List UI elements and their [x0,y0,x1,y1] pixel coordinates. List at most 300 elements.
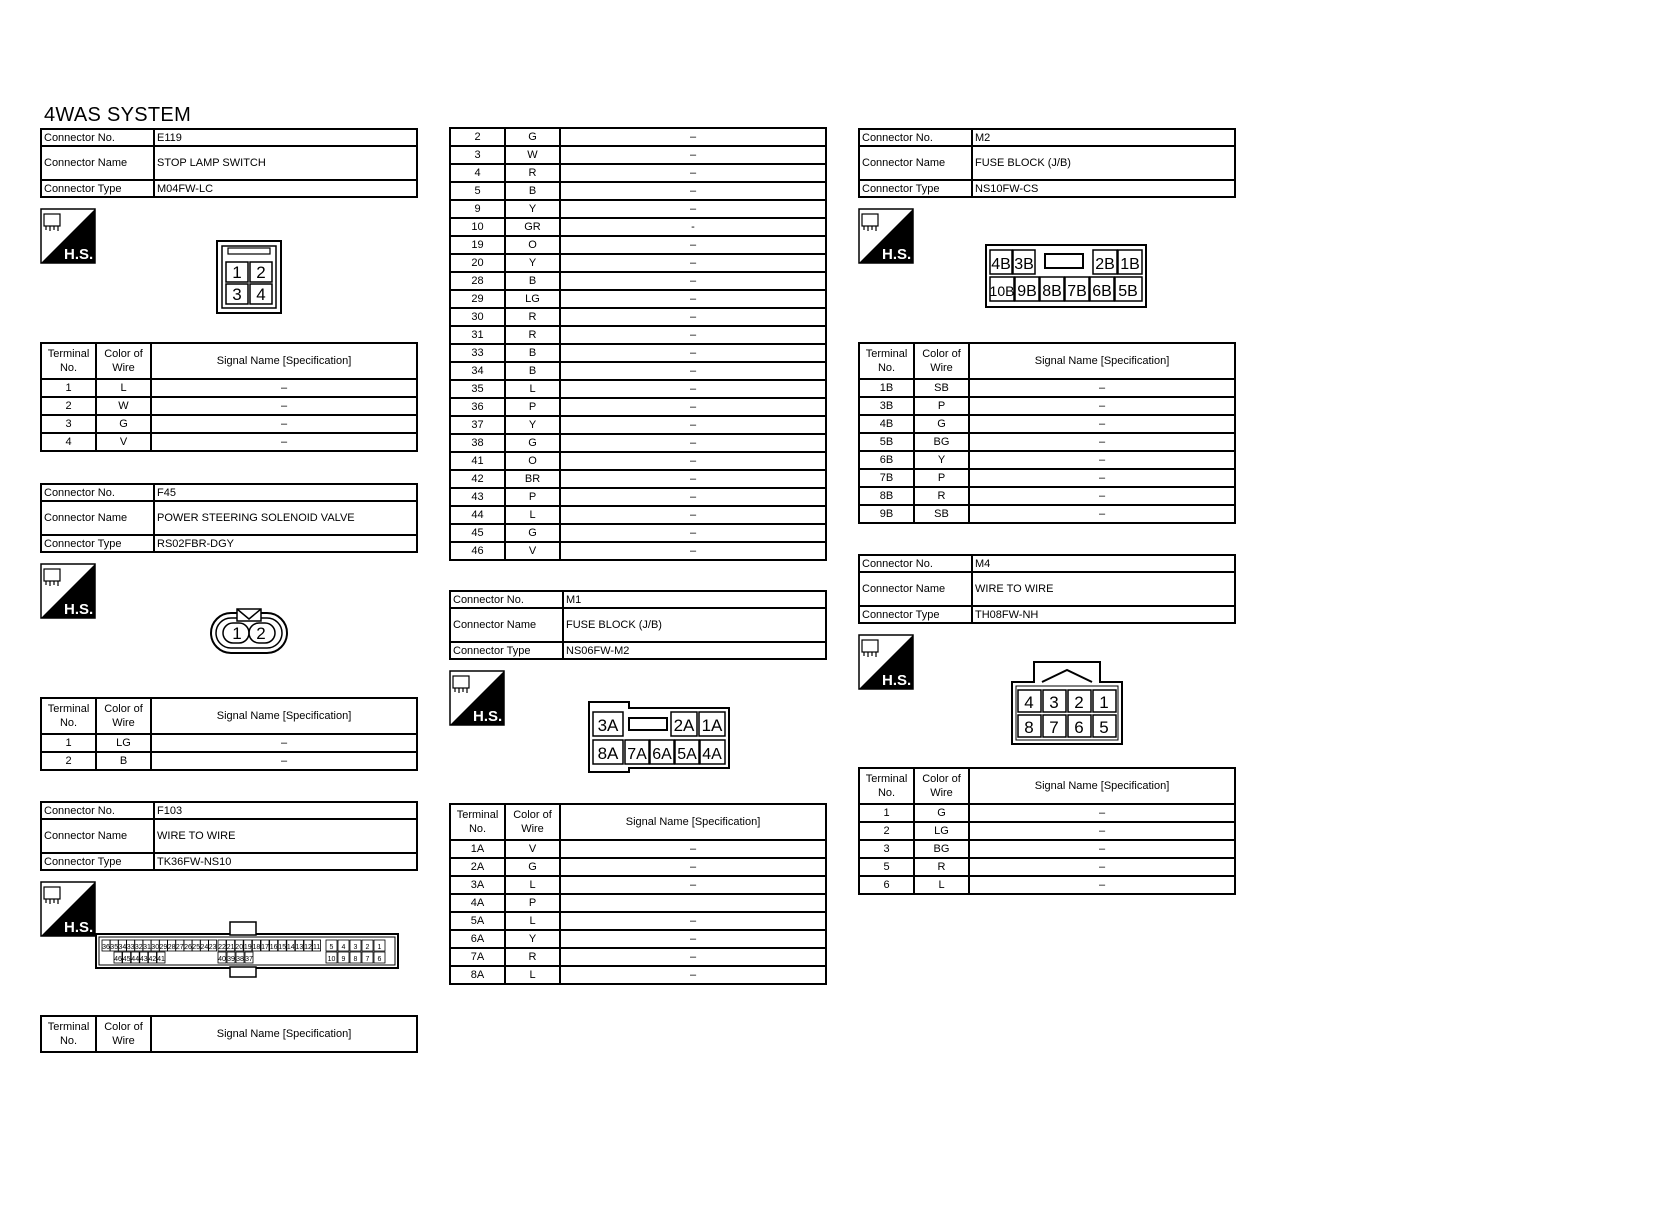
pin-1a-label: 1A [701,716,723,735]
terminal-header: Terminal No. [450,804,505,840]
harness-side-icon [40,881,96,937]
terminal-header: Terminal No. [41,343,96,379]
wire-color-cell: P [505,398,560,416]
table-row [859,505,1235,523]
connector-type-label: Connector Type [859,180,972,197]
signal-name-cell: – [969,487,1235,505]
connector-type-value: NS10FW-CS [972,180,1235,197]
color-header: Color of Wire [96,1016,151,1052]
pin-3a-label: 3A [597,716,619,735]
pin-label: 39 [227,956,235,963]
table-row [859,397,1235,415]
terminal-no-cell: 1 [41,734,96,752]
page-title: 4WAS SYSTEM [44,104,192,126]
pin-label: 8 [353,956,358,963]
signal-name-cell: – [560,470,826,488]
signal-name-cell: – [560,912,826,930]
signal-name-cell: – [969,822,1235,840]
table-row [859,840,1235,858]
pin-4-label: 4 [1024,693,1034,712]
signal-name-cell: – [560,858,826,876]
color-header: Color of Wire [96,343,151,379]
wire-color-cell: V [96,433,151,451]
table-row [450,398,826,416]
wire-color-cell: G [914,415,969,433]
connector-name-value: POWER STEERING SOLENOID VALVE [154,501,417,535]
pin-1-label: 1 [1099,693,1109,712]
pin-label: 37 [245,956,253,963]
terminal-no-cell: 2 [41,752,96,770]
terminal-no-cell: 8B [859,487,914,505]
wire-color-cell: LG [96,734,151,752]
signal-header: Signal Name [Specification] [560,804,826,840]
terminal-no-cell: 6A [450,930,505,948]
signal-header: Signal Name [Specification] [151,343,417,379]
terminal-no-cell: 4B [859,415,914,433]
color-header: Color of Wire [914,768,969,804]
table-row [859,451,1235,469]
terminal-no-cell: 9 [450,200,505,218]
connector-no-label: Connector No. [41,484,154,501]
signal-name-cell: – [560,930,826,948]
wire-color-cell: B [505,182,560,200]
table-row [450,876,826,894]
terminal-no-cell: 29 [450,290,505,308]
pin-label: 41 [157,956,165,963]
terminal-no-cell: 37 [450,416,505,434]
pin-label: 16 [269,944,278,951]
harness-side-icon [858,634,914,690]
color-header: Color of Wire [914,343,969,379]
table-row [450,470,826,488]
table-row [450,380,826,398]
wire-color-cell: Y [505,416,560,434]
signal-name-cell: – [969,469,1235,487]
connector-info-m2 [858,128,1236,198]
terminal-no-cell: 5 [450,182,505,200]
terminal-no-cell: 4A [450,894,505,912]
signal-name-cell: – [560,344,826,362]
pin-4-label: 4 [256,285,266,304]
wire-color-cell: G [505,128,560,146]
terminal-no-cell: 5A [450,912,505,930]
wire-color-cell: W [96,397,151,415]
pin-label: 43 [139,956,148,963]
signal-name-cell: – [560,542,826,560]
pin-label: 46 [114,956,122,963]
terminal-no-cell: 45 [450,524,505,542]
pin-1-label: 1 [232,624,242,643]
connector-info-m4 [858,554,1236,624]
signal-name-cell: – [560,362,826,380]
signal-name-cell: – [969,379,1235,397]
pin-label: 27 [175,944,184,951]
table-row [450,858,826,876]
connector-type-value: TH08FW-NH [972,606,1235,623]
wire-color-cell: Y [914,451,969,469]
pin-label: 9 [341,956,346,963]
hs-text: H.S. [473,708,503,725]
table-row [450,272,826,290]
connector-face-f45 [209,607,289,657]
table-row [450,344,826,362]
signal-name-cell: – [969,876,1235,894]
terminal-table-m2 [858,342,1236,524]
pin-2-label: 2 [1074,693,1084,712]
signal-name-cell: – [151,433,417,451]
color-header: Color of Wire [505,804,560,840]
terminal-no-cell: 1A [450,840,505,858]
signal-header: Signal Name [Specification] [151,1016,417,1052]
terminal-no-cell: 7B [859,469,914,487]
terminal-table-f45 [40,697,418,771]
connector-name-label: Connector Name [859,572,972,606]
signal-name-cell: – [969,840,1235,858]
table-row [450,254,826,272]
table-row [450,912,826,930]
wire-color-cell: V [505,840,560,858]
pin-label: 38 [236,956,244,963]
connector-name-label: Connector Name [859,146,972,180]
table-row [859,822,1235,840]
wire-color-cell: BR [505,470,560,488]
pin-10b-label: 10B [989,283,1015,299]
table-row [41,433,417,451]
wire-color-cell: B [505,344,560,362]
signal-name-cell: – [151,397,417,415]
wire-color-cell: G [505,858,560,876]
wire-color-cell: R [914,858,969,876]
signal-name-cell: – [560,254,826,272]
terminal-header: Terminal No. [41,1016,96,1052]
pin-label: 4 [341,944,346,951]
pin-label: 13 [295,944,304,951]
terminal-no-cell: 1 [41,379,96,397]
terminal-table-m4 [858,767,1236,895]
table-row [859,433,1235,451]
connector-face-m4 [1010,660,1124,746]
terminal-table-f103 [40,1015,418,1053]
signal-name-cell: – [560,966,826,984]
hs-text: H.S. [64,919,94,936]
wire-color-cell: LG [505,290,560,308]
signal-name-cell: – [560,236,826,254]
table-row [859,876,1235,894]
terminal-header: Terminal No. [859,343,914,379]
pin-label: 20 [235,944,244,951]
connector-info-f103 [40,801,418,871]
terminal-no-cell: 28 [450,272,505,290]
pin-label: 32 [134,944,143,951]
signal-name-cell: – [969,505,1235,523]
wire-color-cell: Y [505,254,560,272]
wire-color-cell: L [96,379,151,397]
terminal-rows [41,379,417,451]
terminal-no-cell: 6 [859,876,914,894]
connector-info-m1 [449,590,827,660]
hs-text: H.S. [882,672,912,689]
connector-info-f45 [40,483,418,553]
connector-info-e119 [40,128,418,198]
pin-label: 12 [304,944,312,951]
connector-name-label: Connector Name [41,501,154,535]
hs-text: H.S. [64,601,94,618]
terminal-no-cell: 41 [450,452,505,470]
terminal-no-cell: 42 [450,470,505,488]
pin-2-label: 2 [256,263,266,282]
wire-color-cell: Y [505,930,560,948]
pin-label: 19 [243,944,252,951]
connector-type-label: Connector Type [450,642,563,659]
terminal-no-cell: 5 [859,858,914,876]
connector-no-value: E119 [154,129,417,146]
signal-name-cell: – [560,164,826,182]
terminal-no-cell: 3A [450,876,505,894]
pin-label: 15 [278,944,287,951]
connector-face-m1 [587,700,731,774]
signal-name-cell: – [560,876,826,894]
wire-color-cell: Y [505,200,560,218]
pin-label: 25 [192,944,201,951]
table-row [450,416,826,434]
wire-color-cell: P [505,488,560,506]
table-row [450,128,826,146]
terminal-header: Terminal No. [859,768,914,804]
connector-name-value: FUSE BLOCK (J/B) [563,608,826,642]
pin-label: 36 [102,944,110,951]
signal-name-cell: – [560,398,826,416]
pin-label: 5 [329,944,334,951]
wire-color-cell: BG [914,840,969,858]
table-row [41,397,417,415]
connector-no-label: Connector No. [41,129,154,146]
pin-1-label: 1 [232,263,242,282]
signal-header: Signal Name [Specification] [151,698,417,734]
wire-color-cell: B [505,272,560,290]
table-row [450,948,826,966]
signal-name-cell: – [560,290,826,308]
signal-name-cell [560,894,826,912]
connector-type-label: Connector Type [41,853,154,870]
wire-color-cell: BG [914,433,969,451]
terminal-no-cell: 10 [450,218,505,236]
table-row [450,326,826,344]
signal-name-cell: – [560,488,826,506]
table-row [450,362,826,380]
signal-name-cell: – [560,128,826,146]
signal-name-cell: – [560,182,826,200]
terminal-no-cell: 9B [859,505,914,523]
connector-type-label: Connector Type [859,606,972,623]
pin-5a-label: 5A [677,746,697,763]
table-row [450,182,826,200]
pin-3-label: 3 [1049,693,1059,712]
connector-type-value: TK36FW-NS10 [154,853,417,870]
terminal-no-cell: 2 [859,822,914,840]
signal-name-cell: – [969,804,1235,822]
connector-face-m2 [985,244,1147,308]
pin-label: 30 [151,944,160,951]
wire-color-cell: B [96,752,151,770]
wire-color-cell: G [505,434,560,452]
signal-name-cell: – [969,433,1235,451]
connector-name-value: WIRE TO WIRE [154,819,417,853]
signal-name-cell: – [560,840,826,858]
wire-color-cell: R [505,164,560,182]
signal-name-cell: – [151,415,417,433]
pin-label: 45 [122,956,131,963]
table-row [859,379,1235,397]
table-row [450,236,826,254]
table-row [859,487,1235,505]
pin-label: 28 [167,944,176,951]
signal-name-cell: – [969,397,1235,415]
table-row [41,734,417,752]
pin-4a-label: 4A [702,746,722,763]
connector-name-value: STOP LAMP SWITCH [154,146,417,180]
terminal-no-cell: 35 [450,380,505,398]
terminal-no-cell: 4 [41,433,96,451]
terminal-header: Terminal No. [41,698,96,734]
terminal-no-cell: 46 [450,542,505,560]
terminal-no-cell: 20 [450,254,505,272]
terminal-rows [450,840,826,984]
table-row [450,200,826,218]
terminal-no-cell: 1 [859,804,914,822]
wire-color-cell: SB [914,505,969,523]
pin-8b-label: 8B [1042,283,1062,300]
terminal-no-cell: 38 [450,434,505,452]
pin-label: 24 [200,944,209,951]
terminal-rows [859,379,1235,523]
terminal-no-cell: 19 [450,236,505,254]
pin-7-label: 7 [1049,718,1059,737]
table-row [450,164,826,182]
terminal-table-e119 [40,342,418,452]
pin-5-label: 5 [1099,718,1109,737]
wire-color-cell: G [96,415,151,433]
terminal-no-cell: 34 [450,362,505,380]
table-row [450,290,826,308]
terminal-no-cell: 36 [450,398,505,416]
table-row [450,218,826,236]
signal-header: Signal Name [Specification] [969,768,1235,804]
pin-6a-label: 6A [652,746,672,763]
pin-2-label: 2 [256,624,266,643]
table-row [450,488,826,506]
connector-no-value: F103 [154,802,417,819]
connector-name-label: Connector Name [41,819,154,853]
connector-type-label: Connector Type [41,535,154,552]
pin-9b-label: 9B [1017,283,1037,300]
terminal-no-cell: 6B [859,451,914,469]
pin-label: 6 [377,956,382,963]
pin-4b-label: 4B [991,256,1011,273]
table-row [41,415,417,433]
table-row [450,930,826,948]
wire-color-cell: GR [505,218,560,236]
table-row [450,840,826,858]
connector-type-value: RS02FBR-DGY [154,535,417,552]
pin-7b-label: 7B [1067,283,1087,300]
pin-label: 34 [118,944,127,951]
terminal-rows [41,734,417,770]
terminal-rows [859,804,1235,894]
harness-side-icon [858,208,914,264]
terminal-no-cell: 8A [450,966,505,984]
table-row [41,752,417,770]
table-row [450,894,826,912]
pin-label: 1 [377,944,382,951]
table-row [859,858,1235,876]
wire-color-cell: LG [914,822,969,840]
wire-color-cell: B [505,362,560,380]
pin-2a-label: 2A [673,716,695,735]
hs-text: H.S. [882,246,912,263]
connector-name-label: Connector Name [41,146,154,180]
pin-label: 2 [365,944,370,951]
connector-name-value: WIRE TO WIRE [972,572,1235,606]
wire-color-cell: SB [914,379,969,397]
signal-name-cell: – [560,452,826,470]
pin-label: 3 [353,944,358,951]
terminal-no-cell: 3 [859,840,914,858]
connector-no-value: M4 [972,555,1235,572]
pin-label: 42 [148,956,157,963]
harness-side-icon [40,563,96,619]
pin-8a-label: 8A [597,744,619,763]
table-row [450,542,826,560]
terminal-no-cell: 2 [450,128,505,146]
pin-1b-label: 1B [1120,256,1140,273]
signal-name-cell: – [560,308,826,326]
terminal-no-cell: 7A [450,948,505,966]
pin-2b-label: 2B [1095,256,1115,273]
wire-color-cell: R [505,948,560,966]
signal-name-cell: – [560,146,826,164]
terminal-no-cell: 2A [450,858,505,876]
wire-color-cell: R [505,308,560,326]
terminal-no-cell: 43 [450,488,505,506]
signal-name-cell: – [560,948,826,966]
terminal-no-cell: 30 [450,308,505,326]
terminal-no-cell: 3 [41,415,96,433]
terminal-table-m1 [449,803,827,985]
connector-no-label: Connector No. [450,591,563,608]
table-row [859,469,1235,487]
connector-name-label: Connector Name [450,608,563,642]
signal-name-cell: – [560,524,826,542]
pin-label: 26 [184,944,192,951]
table-row [41,379,417,397]
connector-face-f103 [94,920,400,980]
connector-type-label: Connector Type [41,180,154,197]
terminal-no-cell: 5B [859,433,914,451]
wire-color-cell: L [505,876,560,894]
signal-name-cell: – [560,434,826,452]
signal-name-cell: – [151,752,417,770]
pin-3-label: 3 [232,285,242,304]
signal-name-cell: – [560,272,826,290]
signal-name-cell: – [560,506,826,524]
terminal-no-cell: 31 [450,326,505,344]
signal-name-cell: – [969,415,1235,433]
connector-type-value: M04FW-LC [154,180,417,197]
wire-color-cell: R [505,326,560,344]
wire-color-cell: O [505,452,560,470]
harness-side-icon [449,670,505,726]
table-row [859,804,1235,822]
